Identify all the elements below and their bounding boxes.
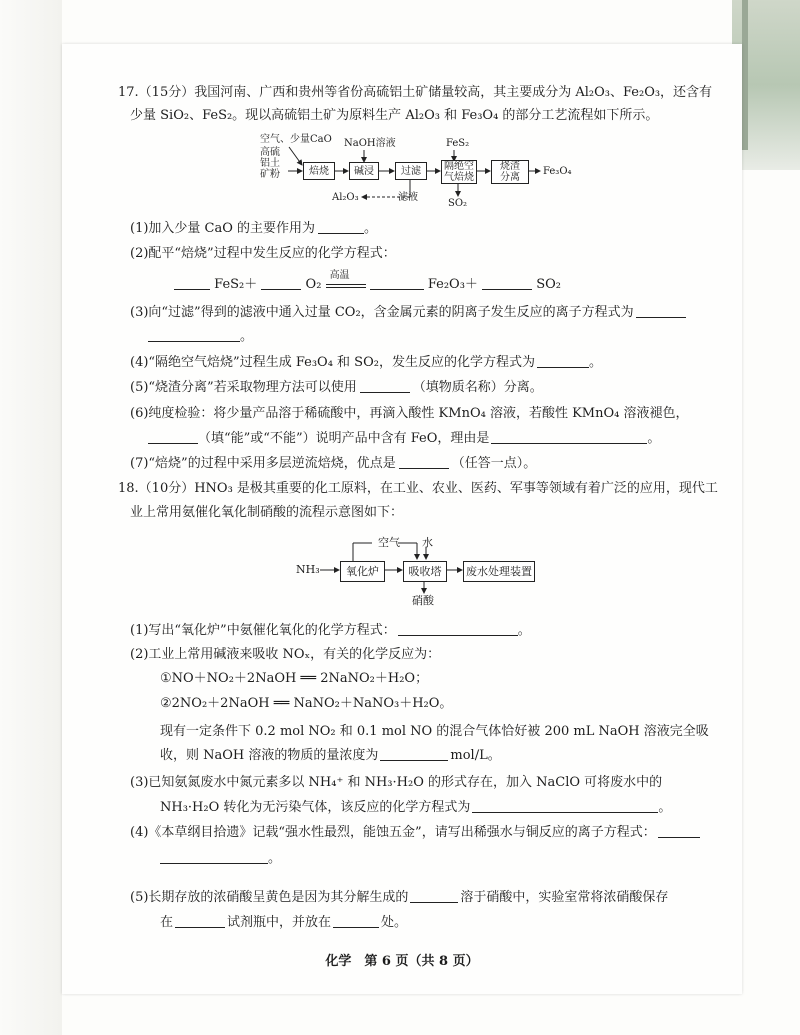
- q17-flow-so2: SO₂: [448, 198, 468, 209]
- q17-part3-continued: 。: [148, 328, 253, 346]
- answer-blank[interactable]: [398, 622, 518, 636]
- q18-flow-nitric-acid: 硝酸: [412, 594, 434, 607]
- q18-box-absorption-tower: 吸收塔: [403, 561, 447, 582]
- answer-blank[interactable]: [380, 747, 448, 761]
- q18-reaction2: ②2NO₂＋2NaOH ══ NaNO₂＋NaNO₃＋H₂O。: [160, 696, 453, 711]
- q17-box-roasting: 焙烧: [303, 162, 335, 180]
- q18-part2-problem-continued: 收，则 NaOH 溶液的物质的量浓度为 mol/L。: [160, 748, 501, 763]
- q18-stem-line2: 业上常用氨催化氧化制硝酸的流程示意图如下：: [130, 505, 404, 520]
- q17-flow-input-air-cao: 空气、少量CaO: [260, 134, 332, 145]
- q17-part3: (3)向“过滤”得到的滤液中通入过量 CO₂，含金属元素的阴离子发生反应的离子方程式为: [130, 304, 686, 322]
- q18-part2: (2)工业上常用碱液来吸收 NOₓ，有关的化学反应为：: [130, 647, 441, 662]
- q17-flow-naoh: NaOH溶液: [344, 138, 396, 149]
- answer-blank[interactable]: [333, 914, 379, 928]
- q18-part4-continued: 。: [160, 850, 281, 868]
- reaction-condition: 高温: [326, 278, 366, 288]
- q17-flow-fes2: FeS₂: [446, 138, 470, 149]
- q17-flow-fe3o4: Fe₃O₄: [543, 166, 572, 177]
- q17-box-alkali-leach: 碱浸: [349, 162, 379, 180]
- answer-blank[interactable]: [658, 824, 700, 838]
- answer-blank[interactable]: [472, 799, 658, 813]
- q18-part4: (4)《本草纲目拾遗》记载“强水性最烈，能蚀五金”，请写出稀强水与铜反应的离子方程式：: [130, 824, 700, 842]
- q17-flow-al2o3: Al₂O₃: [332, 192, 359, 203]
- q18-part3: (3)已知氨氮废水中氮元素多以 NH₄⁺ 和 NH₃·H₂O 的形式存在，加入 NaClO 可将废水中的: [130, 775, 663, 790]
- q17-part1: (1)加入少量 CaO 的主要作用为 。: [130, 221, 378, 236]
- q17-box-filter: 过滤: [395, 162, 427, 180]
- q18-part1: (1)写出“氧化炉”中氨催化氧化的化学方程式： 。: [130, 623, 531, 638]
- answer-blank[interactable]: [410, 889, 458, 903]
- photo-background: [0, 0, 62, 1035]
- q17-flow-raw-material: 高硫 铝土 矿粉: [260, 147, 280, 180]
- q18-flow-arrows: [62, 44, 742, 644]
- q17-equation: FeS₂＋ O₂ 高温 Fe₂O₃＋ SO₂: [174, 276, 561, 294]
- q17-box-slag-separation: 烧渣 分离: [491, 160, 529, 184]
- q18-reaction1: ①NO＋NO₂＋2NaOH ══ 2NaNO₂＋H₂O；: [160, 671, 429, 686]
- q17-box-isolated-roast: 隔绝空 气焙烧: [441, 160, 477, 184]
- q18-part3-continued: NH₃·H₂O 转化为无污染气体，该反应的化学方程式为 。: [160, 800, 672, 815]
- q17-stem-line1: 17.（15分）我国河南、广西和贵州等省份高硫铝土矿储量较高，其主要成分为 Al₂O₃、Fe₂O₃，还含有: [118, 85, 713, 100]
- q18-stem-line1: 18.（10分）HNO₃ 是极其重要的化工原料，在工业、农业、医药、军事等领域有着广泛的应用，现代工: [118, 481, 718, 496]
- q17-flow-filtrate: 滤液: [398, 192, 418, 203]
- exam-page: [62, 44, 742, 994]
- q18-flow-water: 水: [422, 536, 433, 549]
- q17-part6-continued: （填“能”或“不能”）说明产品中含有 FeO，理由是 。: [148, 430, 660, 448]
- q18-part2-problem: 现有一定条件下 0.2 mol NO₂ 和 0.1 mol NO 的混合气体恰好被 200 mL NaOH 溶液完全吸: [160, 724, 709, 739]
- q18-box-wastewater-treatment: 废水处理装置: [463, 561, 535, 582]
- q17-part5: (5)“烧渣分离”若采取物理方法可以使用 （填物质名称）分离。: [130, 380, 543, 395]
- answer-blank[interactable]: [175, 914, 225, 928]
- q18-box-oxidation-furnace: 氧化炉: [340, 561, 385, 582]
- q17-part2: (2)配平“焙烧”过程中发生反应的化学方程式：: [130, 246, 396, 261]
- photo-background-corner: [732, 0, 800, 170]
- q18-flow-nh3: NH₃: [296, 563, 320, 576]
- page-footer: 化学 第 6 页（共 8 页）: [325, 954, 479, 969]
- q17-part6: (6)纯度检验：将少量产品溶于稀硫酸中，再滴入酸性 KMnO₄ 溶液，若酸性 KMnO₄ 溶液褪色，: [130, 406, 689, 421]
- q18-part5-continued: 在 试剂瓶中，并放在 处。: [160, 915, 408, 930]
- q18-flow-air: 空气: [378, 536, 400, 549]
- q18-part5: (5)长期存放的浓硝酸呈黄色是因为其分解生成的 溶于硝酸中，实验室常将浓硝酸保存: [130, 890, 669, 905]
- q17-stem-line2: 少量 SiO₂、FeS₂。现以高硫铝土矿为原料生产 Al₂O₃ 和 Fe₃O₄ 的部分工艺流程如下所示。: [130, 108, 659, 123]
- q17-part4: (4)“隔绝空气焙烧”过程生成 Fe₃O₄ 和 SO₂，发生反应的化学方程式为 。: [130, 355, 602, 370]
- q17-part7: (7)“焙烧”的过程中采用多层逆流焙烧，优点是 （任答一点）。: [130, 456, 537, 471]
- answer-blank[interactable]: [160, 850, 268, 864]
